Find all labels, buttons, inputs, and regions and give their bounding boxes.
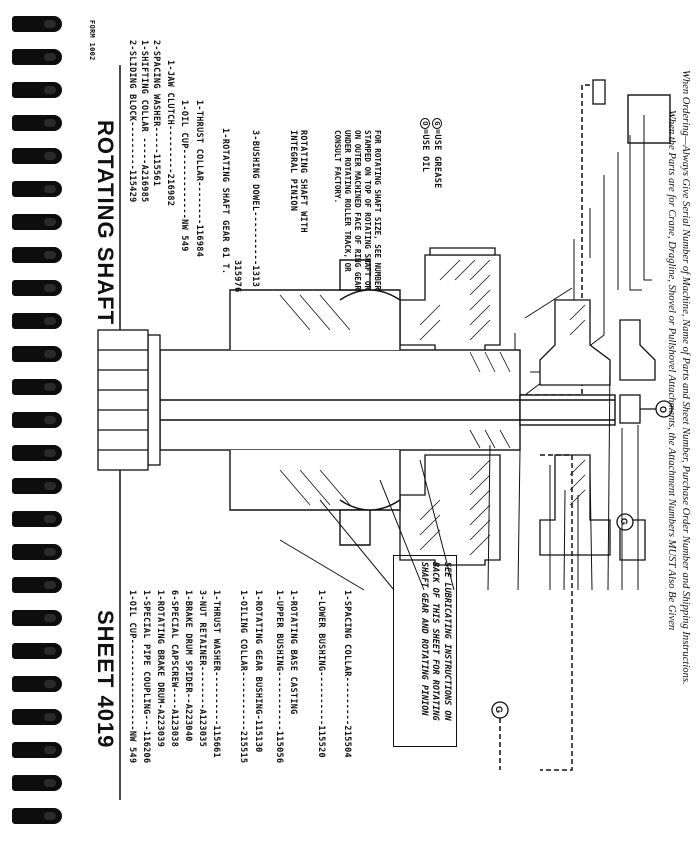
sheet-number: SHEET 4019 <box>93 610 118 749</box>
oil-symbol: O <box>420 118 430 129</box>
form-label: FORM 1002 <box>88 20 96 61</box>
binding-ring <box>12 808 62 824</box>
binding-ring <box>12 478 62 494</box>
svg-text:O: O <box>658 406 668 414</box>
part-label: 2-SLIDING BLOCK---------115429 <box>127 40 137 203</box>
lube-note-box <box>393 555 457 747</box>
footer-line-1: When Ordering—Always Give Serial Number of Machine, Name of Parts and Sheet Number, Purchase Order Number and Shipping Instructions. <box>680 70 691 685</box>
svg-text:G: G <box>619 518 629 526</box>
part-label: 1-ROTATING SHAFT GEAR 61 T. <box>220 128 230 275</box>
part-label: 1-THRUST COLLAR--------116984 <box>194 100 204 258</box>
binding-ring <box>12 511 62 527</box>
part-label: 1-BRAKE DRUM SPIDER--A223040 <box>183 590 193 742</box>
part-label: 1-SPACING COLLAR---------215504 <box>342 590 352 758</box>
binding-ring <box>12 49 62 65</box>
rotated-sheet <box>78 0 700 854</box>
pinion-size-note: FOR ROTATING SHAFT SIZE, SEE NUMBER STAMPED ON TOP OF ROTATING SHAFT OR ON OUTER MACHINED FACE OF RING GEAR UNDER ROTATING ROLLER TRACK, OR CONSULT FACTORY. <box>333 130 382 291</box>
part-label: 1-THRUST WASHER----------115661 <box>211 590 221 758</box>
binding-ring <box>12 412 62 428</box>
part-label: 1-ROTATING BRAKE DRUM-A223039 <box>155 590 165 748</box>
part-label: 1-JAW CLUTCH---------216982 <box>165 60 175 207</box>
spiral-binding <box>0 0 72 854</box>
part-label: 1-ROTATING BASE CASTING <box>288 590 298 715</box>
binding-ring <box>12 445 62 461</box>
part-label: 2-SPACING WASHER-----115561 <box>151 40 161 187</box>
binding-ring <box>12 577 62 593</box>
binding-ring <box>12 181 62 197</box>
part-label: 1-LOWER BUSHING----------115520 <box>316 590 326 758</box>
binding-ring <box>12 709 62 725</box>
page-title: ROTATING SHAFT <box>93 120 118 326</box>
part-label: 3-BUSHING DOWEL----------1313 <box>250 130 260 288</box>
pinion-label: ROTATING SHAFT WITH INTEGRAL PINION <box>288 130 308 233</box>
part-label: 1-ROTATING GEAR BUSHING-115130 <box>253 590 263 753</box>
binding-ring <box>12 82 62 98</box>
parts-sheet-page <box>78 0 700 854</box>
binding-ring <box>12 610 62 626</box>
binding-ring <box>12 742 62 758</box>
binding-ring <box>12 214 62 230</box>
grease-symbol: G <box>432 118 442 129</box>
part-label: 315976 <box>232 260 242 293</box>
legend-grease: G=USE GREASE <box>432 118 442 189</box>
part-label: 1-SPECIAL PIPE COUPLING---116206 <box>141 590 151 764</box>
binding-ring <box>12 379 62 395</box>
legend-oil: O=USE OIL <box>420 118 430 172</box>
svg-text:G: G <box>494 706 504 714</box>
binding-ring <box>12 676 62 692</box>
part-label: 6-SPECIAL CAPSCREW----A123038 <box>169 590 179 748</box>
binding-ring <box>12 313 62 329</box>
binding-ring <box>12 643 62 659</box>
binding-ring <box>12 115 62 131</box>
part-label: 1-OIL CUP-------------NW 549 <box>179 100 189 252</box>
part-label: 1-OILING COLLAR-----------215515 <box>238 590 248 764</box>
binding-ring <box>12 148 62 164</box>
binding-ring <box>12 544 62 560</box>
binding-ring <box>12 346 62 362</box>
part-label: 1-SHIFTING COLLAR -----A216985 <box>139 40 149 203</box>
part-label: 3-NUT RETAINER--------A123035 <box>197 590 207 748</box>
binding-ring <box>12 280 62 296</box>
binding-ring <box>12 247 62 263</box>
part-label: 1-UPPER BUSHING-----------115056 <box>274 590 284 764</box>
lube-note: SEE LUBRICATING INSTRUCTIONS ON BACK OF THIS SHEET FOR ROTATING SHAFT GEAR AND ROTATING PINION <box>419 562 452 721</box>
binding-ring <box>12 16 62 32</box>
part-label: 1-OIL CUP-----------------NW 549 <box>127 590 137 764</box>
footer-line-2: When the Parts are for Crane, Dragline, Shovel or Pullshovel Attachments, the Attachment Numbers MUST Also Be Given <box>666 110 677 631</box>
binding-ring <box>12 775 62 791</box>
